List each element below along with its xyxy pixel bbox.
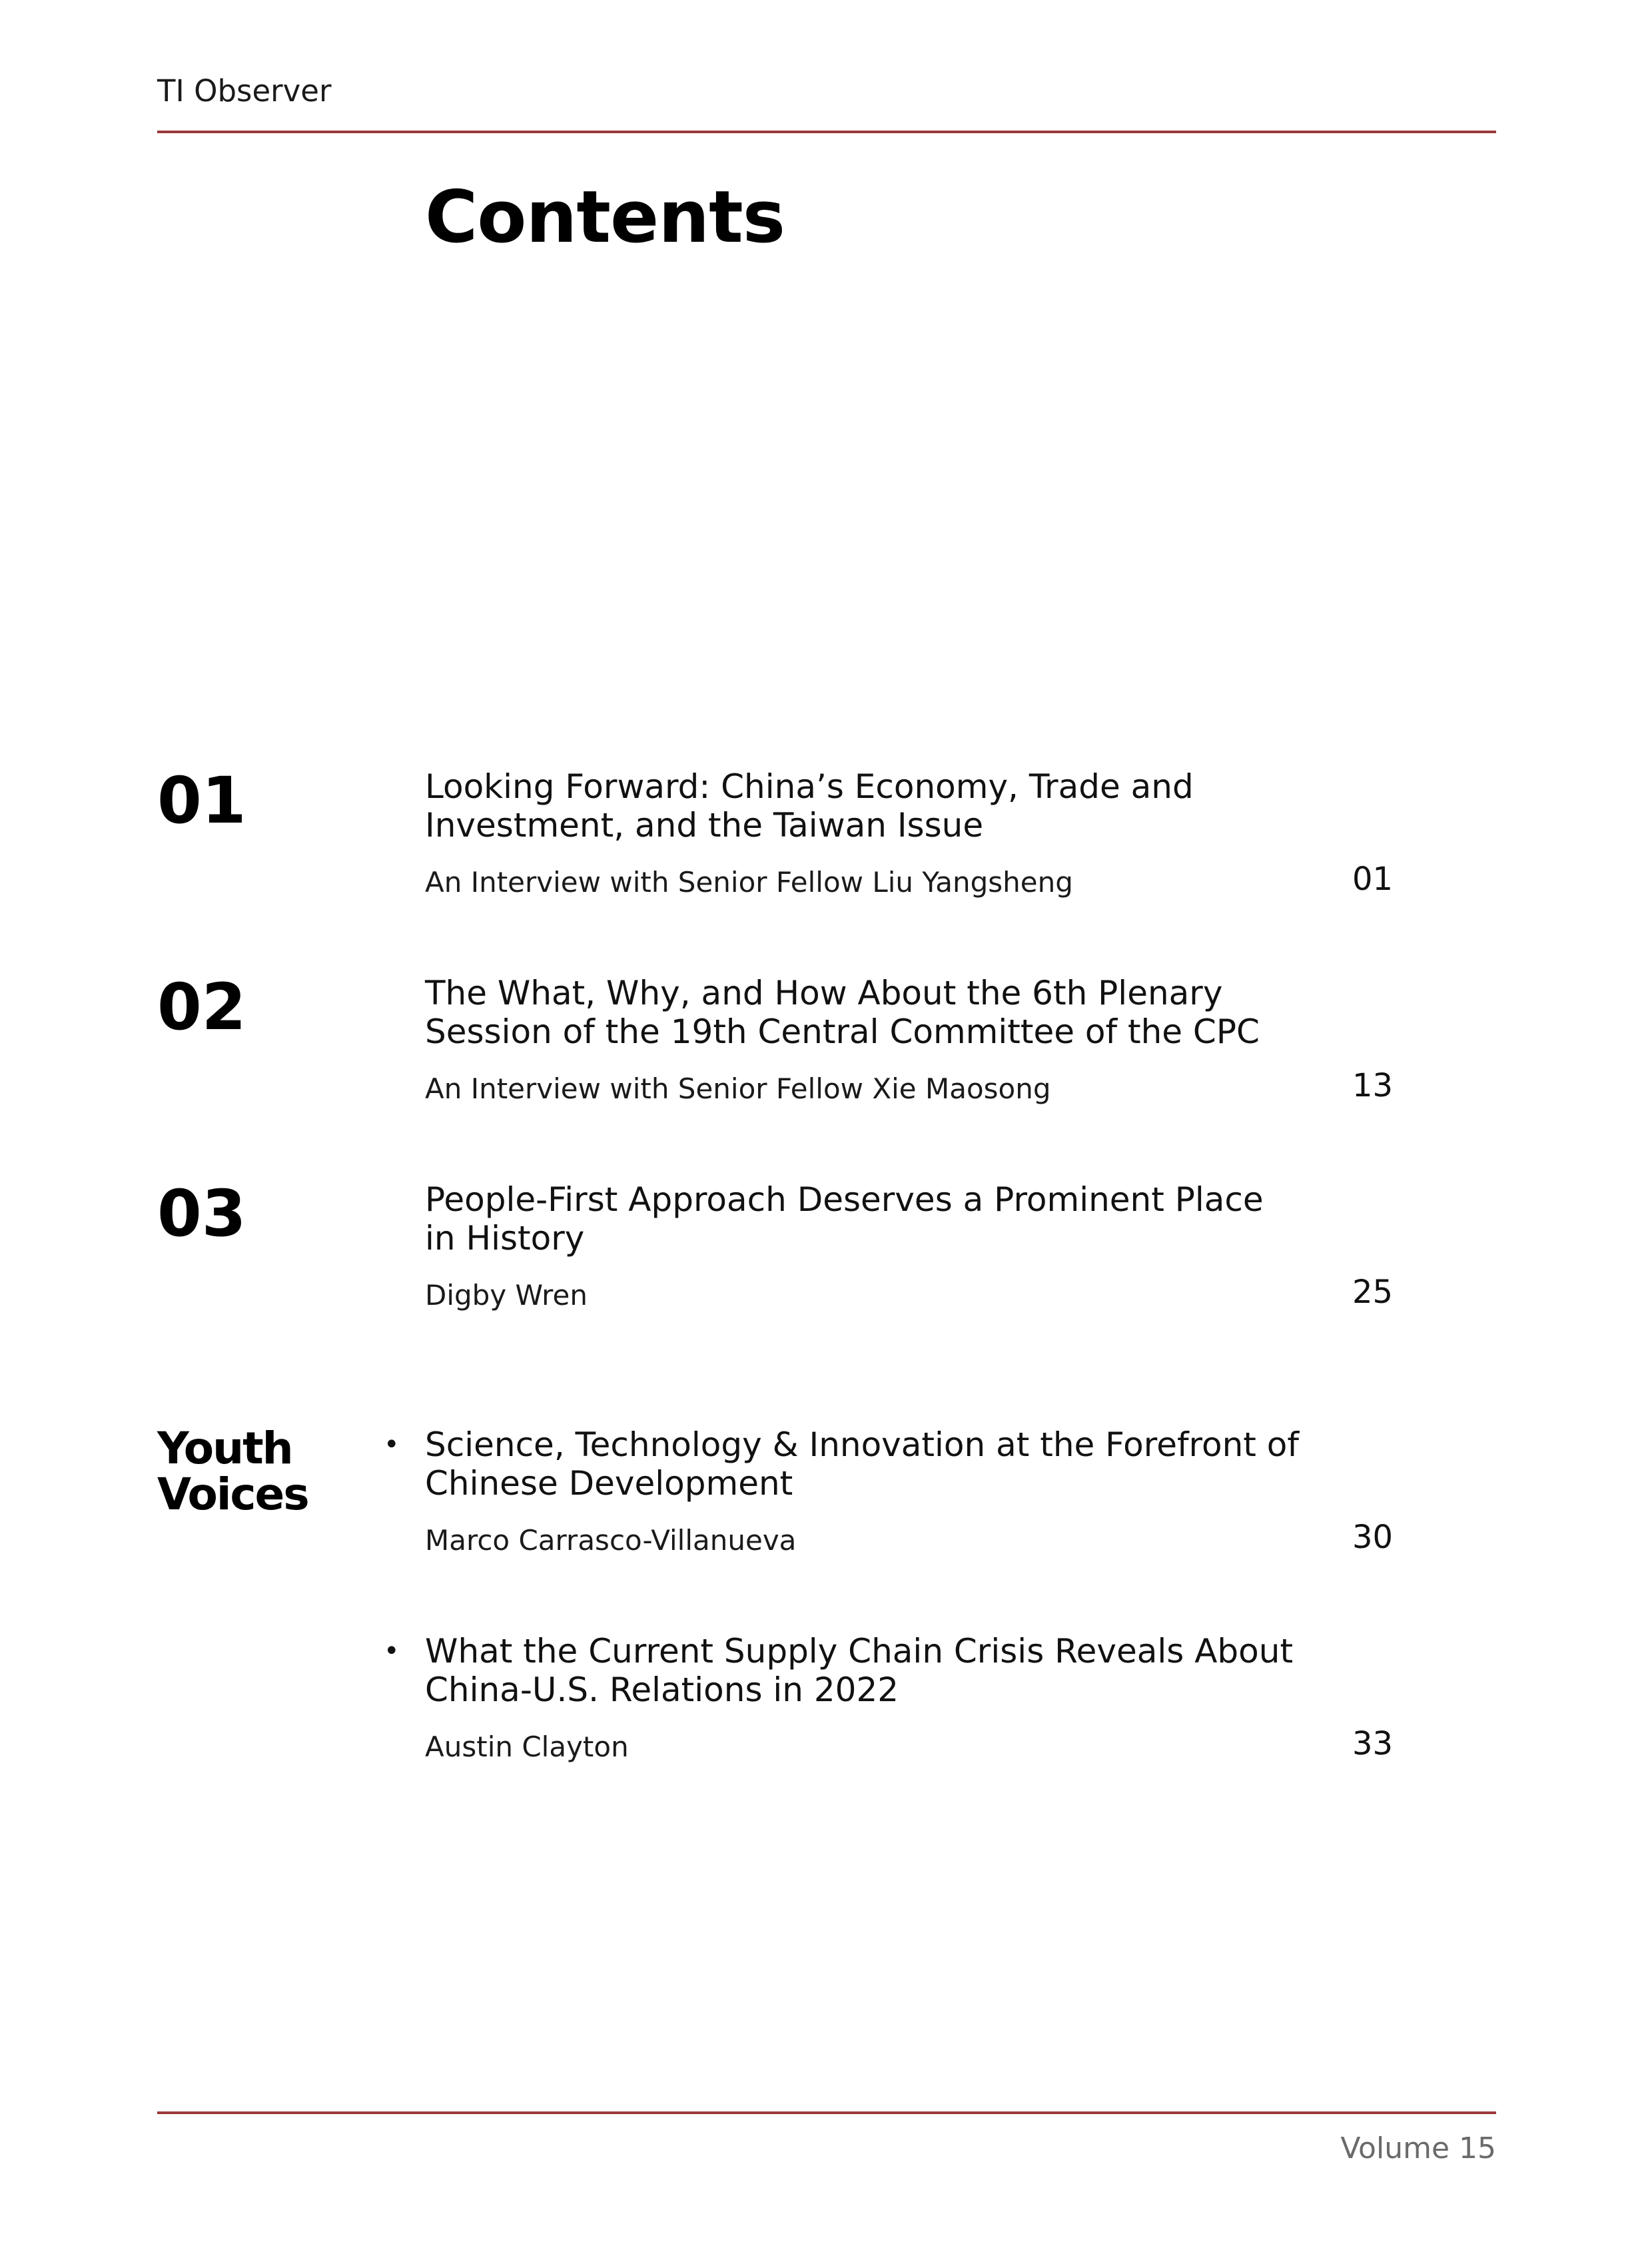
bullet-icon: • (384, 1429, 400, 1460)
volume-label: Volume 15 (1340, 2131, 1496, 2165)
entry-title[interactable]: What the Current Supply Chain Crisis Reveals About China-U.S. Relations in 2022 (425, 1632, 1294, 1709)
entry-number: 03 (157, 1176, 246, 1251)
entry-title[interactable]: Science, Technology & Innovation at the Forefront of Chinese Development (425, 1425, 1299, 1503)
entry-title[interactable]: People-First Approach Deserves a Prominent Place in History (425, 1180, 1264, 1258)
section-label-youth-voices (157, 1423, 384, 1521)
header-divider (157, 131, 1496, 133)
entry-page-number: 25 (1352, 1274, 1394, 1311)
page-title: Contents (425, 176, 785, 259)
entry-page-number: 13 (1352, 1067, 1394, 1104)
entry-title[interactable]: The What, Why, and How About the 6th Plenary Session of the 19th Central Committee of the CPC (425, 974, 1260, 1051)
entry-author: Digby Wren (425, 1279, 588, 1311)
entry-page-number: 30 (1352, 1519, 1394, 1556)
entry-author: Austin Clayton (425, 1730, 629, 1763)
entry-author: An Interview with Senior Fellow Liu Yangsheng (425, 866, 1073, 899)
entry-number: 02 (157, 970, 246, 1044)
footer-divider (157, 2111, 1496, 2114)
entry-title[interactable]: Looking Forward: China’s Economy, Trade and Investment, and the Taiwan Issue (425, 767, 1194, 845)
entry-author: An Interview with Senior Fellow Xie Maosong (425, 1072, 1051, 1105)
entry-page-number: 33 (1352, 1725, 1394, 1762)
bullet-icon: • (384, 1636, 400, 1667)
section-label-line: Voices (157, 1469, 308, 1521)
entry-number: 01 (157, 763, 246, 838)
entry-page-number: 01 (1352, 861, 1394, 898)
entry-author: Marco Carrasco-Villanueva (425, 1524, 797, 1557)
section-label-line: Youth (157, 1423, 292, 1474)
publication-name: TI Observer (157, 73, 332, 109)
